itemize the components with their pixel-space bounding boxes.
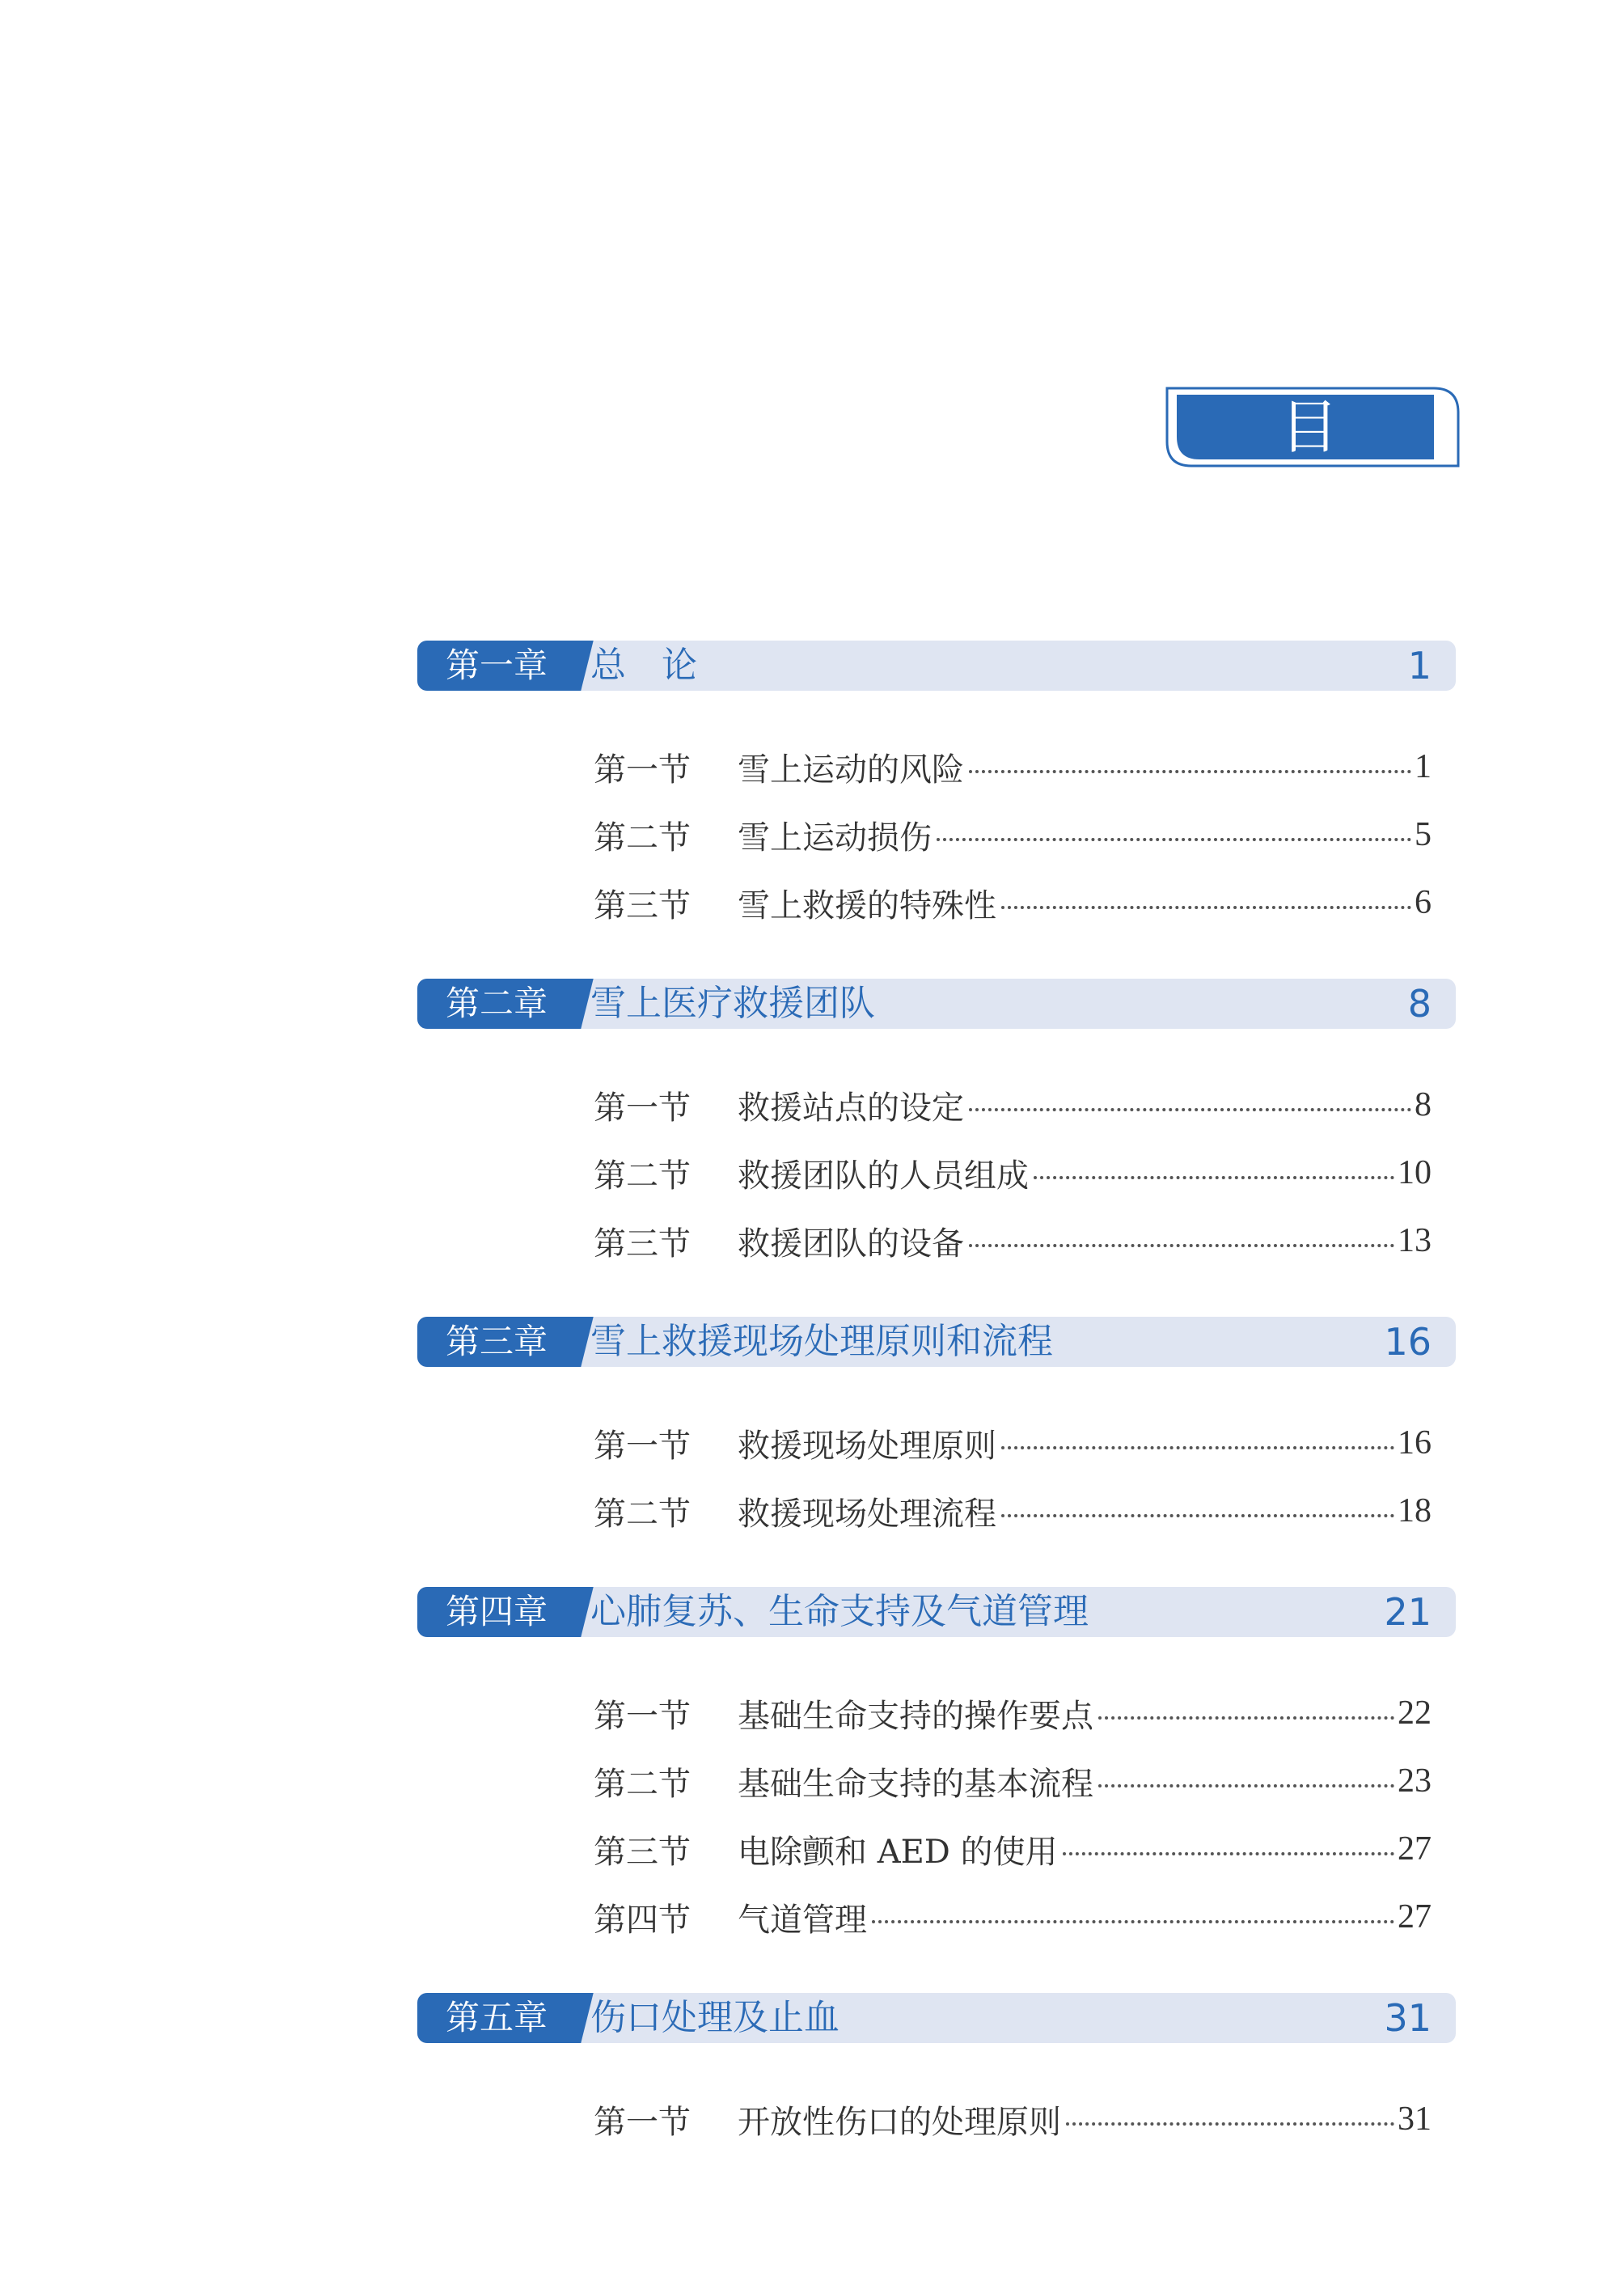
section-page: 10 [1398, 1154, 1432, 1191]
section-title: 开放性伤口的处理原则 [738, 2103, 1061, 2141]
dot-leader [1001, 906, 1411, 909]
section-page: 23 [1398, 1762, 1432, 1800]
chapter-title: 雪上救援现场处理原则和流程 [590, 1321, 1053, 1362]
toc-entry[interactable] [417, 1679, 1456, 1747]
chapter-page: 21 [1384, 1590, 1432, 1634]
toc-header [1159, 387, 1460, 542]
section-page: 18 [1398, 1492, 1432, 1529]
chapter-1-sections [417, 733, 1456, 937]
chapter-label: 第四章 [417, 1587, 576, 1637]
toc-entry[interactable] [417, 1409, 1456, 1477]
section-title: 救援团队的人员组成 [738, 1157, 1029, 1195]
dot-leader [1063, 1852, 1394, 1855]
chapter-4-sections [417, 1679, 1456, 1951]
chapter-title: 总 论 [590, 645, 697, 686]
chapter-3-sections [417, 1409, 1456, 1545]
chapter-3[interactable] [417, 1317, 1456, 1367]
section-title: 基础生命支持的基本流程 [738, 1765, 1093, 1803]
chapter-title: 雪上医疗救援团队 [590, 983, 875, 1024]
section-page: 27 [1398, 1830, 1432, 1868]
chapter-title: 伤口处理及止血 [590, 1997, 839, 2038]
section-page: 13 [1398, 1222, 1432, 1259]
chapter-label: 第二章 [417, 979, 576, 1029]
dot-leader [969, 1244, 1394, 1247]
section-title: 救援现场处理流程 [738, 1495, 996, 1533]
chapter-2-sections [417, 1071, 1456, 1275]
chapter-1[interactable] [417, 641, 1456, 691]
chapter-label: 第一章 [417, 641, 576, 691]
toc-entry[interactable] [417, 869, 1456, 937]
toc-title: 目 录 [1279, 393, 1384, 542]
dot-leader [1034, 1176, 1394, 1179]
chapter-page: 31 [1384, 1996, 1432, 2040]
section-number: 第二节 [594, 1765, 691, 1803]
toc-entry[interactable] [417, 1139, 1456, 1207]
chapter-title: 心肺复苏、生命支持及气道管理 [590, 1591, 1089, 1632]
toc-entry[interactable] [417, 1747, 1456, 1815]
section-number: 第三节 [594, 886, 691, 924]
dot-leader [872, 1920, 1394, 1923]
section-page: 6 [1415, 884, 1432, 921]
section-number: 第二节 [594, 819, 691, 857]
toc-entry[interactable] [417, 1207, 1456, 1275]
toc-entry[interactable] [417, 1477, 1456, 1545]
dot-leader [1098, 1784, 1394, 1787]
chapter-label: 第三章 [417, 1317, 576, 1367]
section-page: 8 [1415, 1086, 1432, 1123]
section-title: 电除颤和 AED 的使用 [738, 1833, 1058, 1871]
section-title: 救援现场处理原则 [738, 1427, 996, 1465]
dot-leader [969, 770, 1411, 773]
dot-leader [969, 1108, 1411, 1111]
toc-entry[interactable] [417, 1815, 1456, 1883]
section-title: 雪上救援的特殊性 [738, 886, 996, 924]
section-number: 第四节 [594, 1901, 691, 1939]
toc-entry[interactable] [417, 1071, 1456, 1139]
section-title: 气道管理 [738, 1901, 867, 1939]
section-number: 第一节 [594, 1697, 691, 1735]
chapter-page: 8 [1407, 982, 1432, 1026]
section-page: 5 [1415, 816, 1432, 853]
section-number: 第一节 [594, 751, 691, 789]
dot-leader [1066, 2122, 1394, 2126]
section-page: 1 [1415, 748, 1432, 785]
section-page: 31 [1398, 2101, 1432, 2138]
chapter-label: 第五章 [417, 1993, 576, 2043]
section-number: 第一节 [594, 1427, 691, 1465]
chapter-2[interactable] [417, 979, 1456, 1029]
section-title: 救援站点的设定 [738, 1089, 964, 1127]
chapter-4[interactable] [417, 1587, 1456, 1637]
chapter-5-sections [417, 2085, 1456, 2153]
dot-leader [1001, 1446, 1394, 1449]
chapter-page: 1 [1407, 644, 1432, 687]
section-title: 基础生命支持的操作要点 [738, 1697, 1093, 1735]
section-number: 第三节 [594, 1833, 691, 1871]
toc-entry[interactable] [417, 2085, 1456, 2153]
section-page: 22 [1398, 1694, 1432, 1732]
section-page: 16 [1398, 1424, 1432, 1462]
section-title: 救援团队的设备 [738, 1225, 964, 1263]
section-number: 第二节 [594, 1495, 691, 1533]
dot-leader [1098, 1716, 1394, 1720]
section-page: 27 [1398, 1898, 1432, 1936]
section-number: 第二节 [594, 1157, 691, 1195]
section-number: 第一节 [594, 2103, 691, 2141]
toc-entry[interactable] [417, 801, 1456, 869]
dot-leader [1001, 1514, 1394, 1517]
section-title: 雪上运动损伤 [738, 819, 932, 857]
chapter-5[interactable] [417, 1993, 1456, 2043]
toc-entry[interactable] [417, 733, 1456, 801]
table-of-contents [417, 641, 1456, 2195]
chapter-page: 16 [1384, 1320, 1432, 1364]
section-title: 雪上运动的风险 [738, 751, 964, 789]
dot-leader [937, 838, 1411, 841]
toc-entry[interactable] [417, 1883, 1456, 1951]
section-number: 第三节 [594, 1225, 691, 1263]
section-number: 第一节 [594, 1089, 691, 1127]
